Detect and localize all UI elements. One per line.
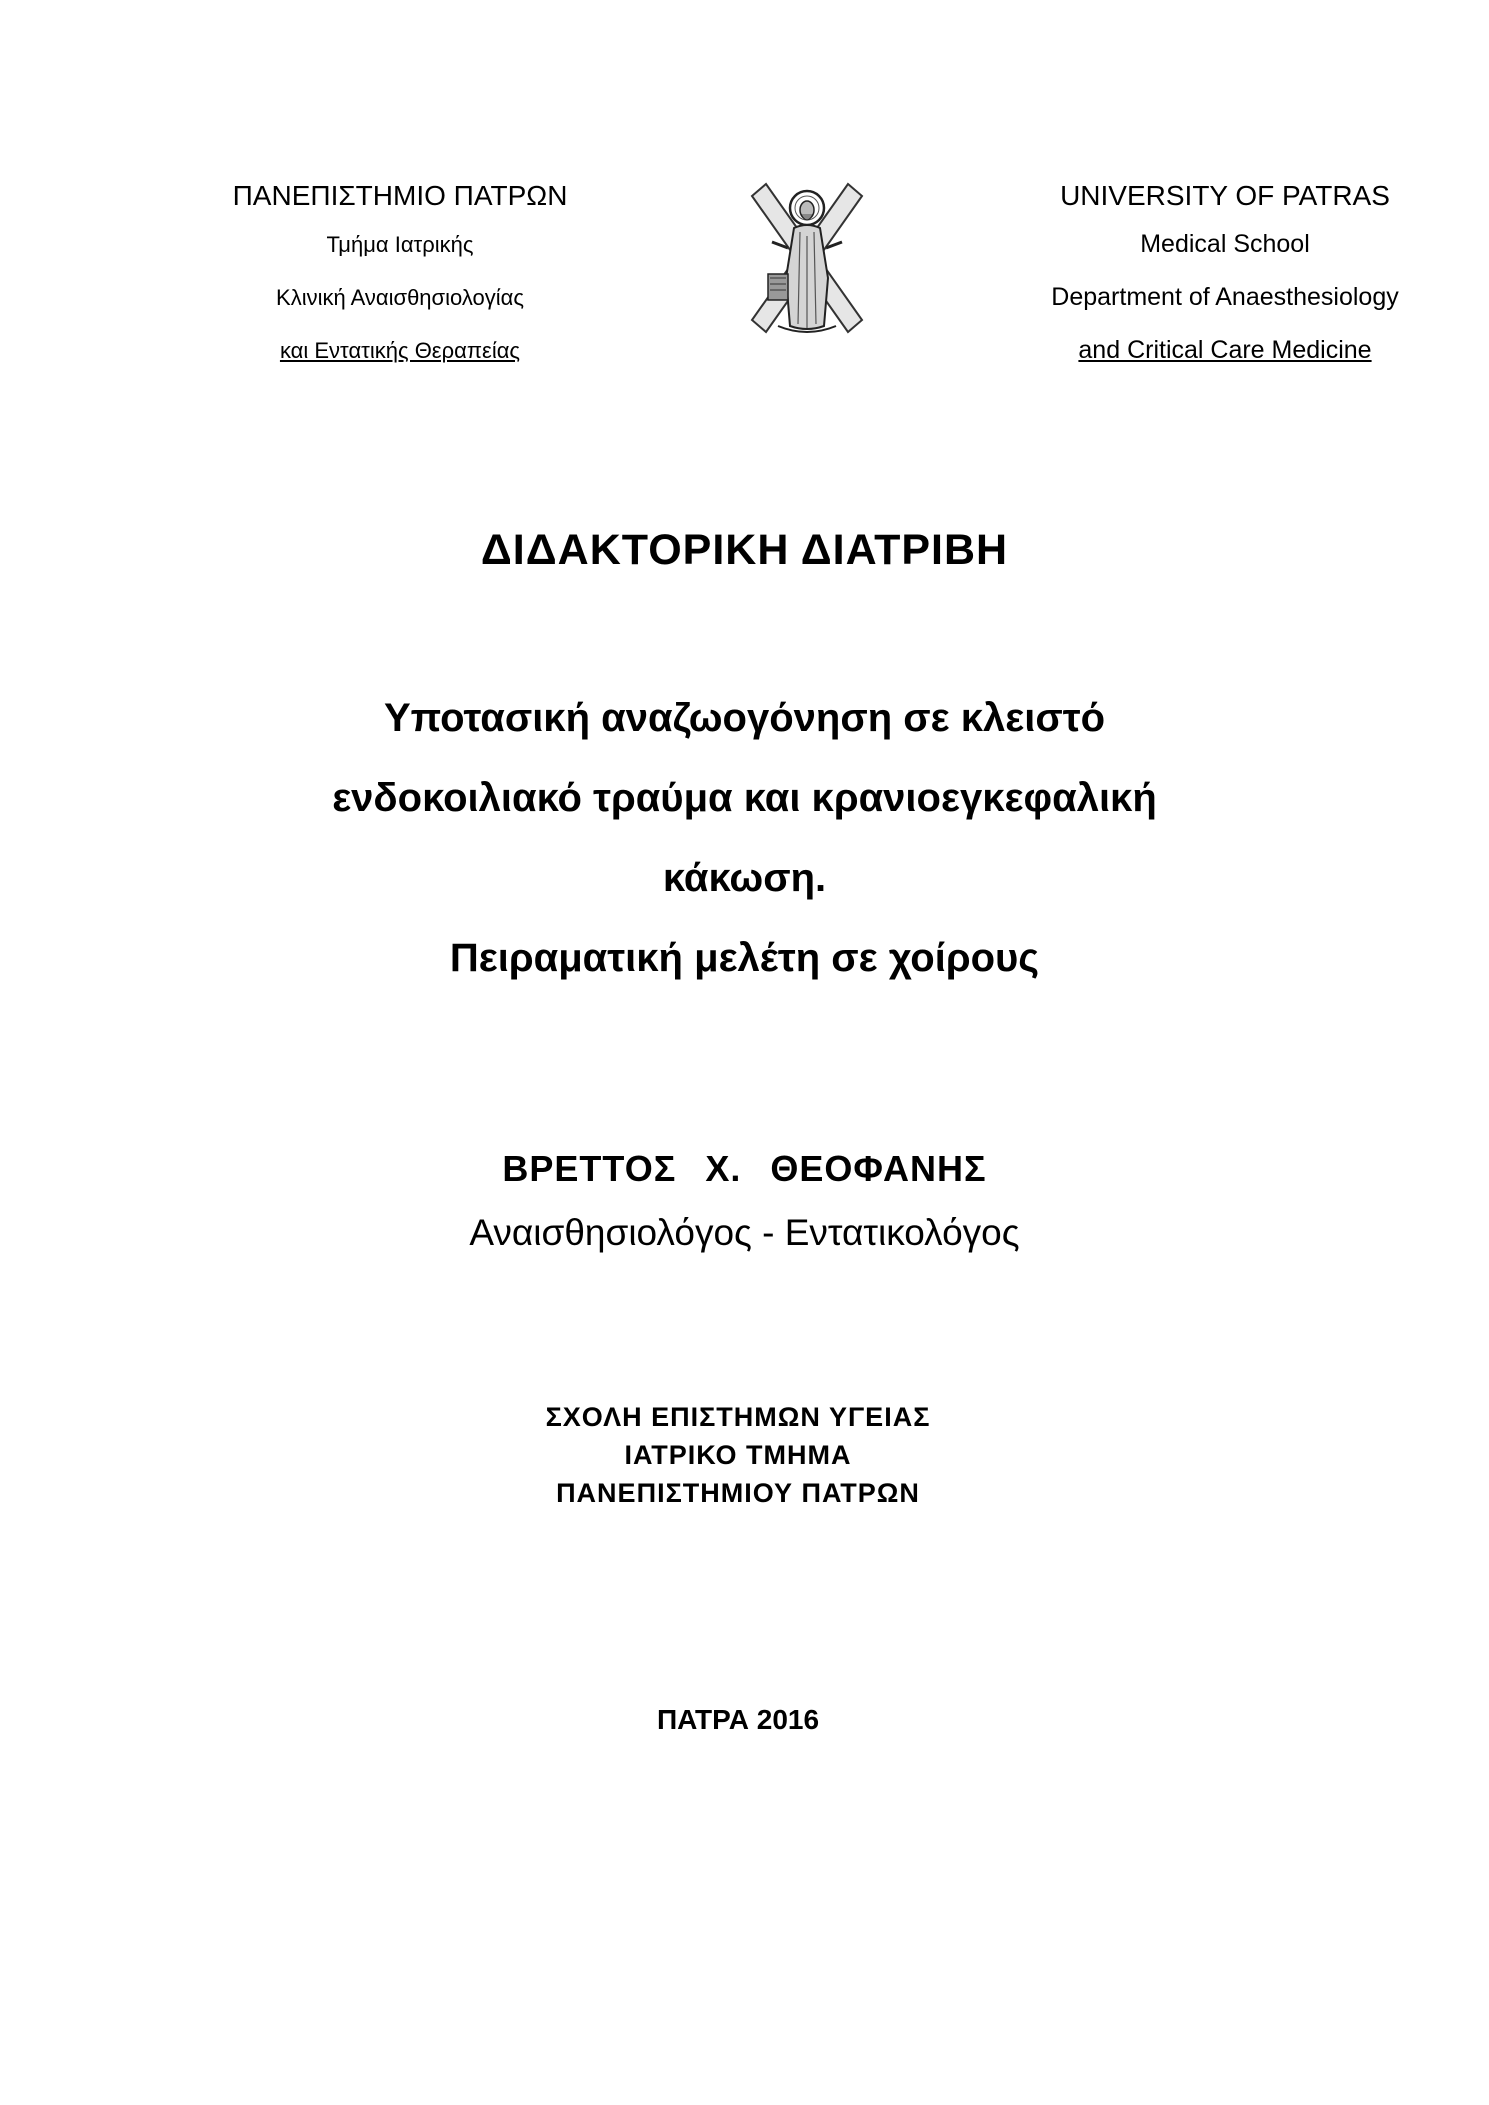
school-name-greek: Τμήμα Ιατρικής	[326, 232, 474, 257]
school-block	[478, 1398, 998, 1512]
university-name-greek: ΠΑΝΕΠΙΣΤΗΜΙΟ ΠΑΤΡΩΝ	[232, 180, 568, 211]
thesis-title-line: κάκωση.	[662, 856, 827, 900]
author-name: ΒΡΕΤΤΟΣ Χ. ΘΕΟΦΑΝΗΣ	[502, 1148, 987, 1189]
school-line: ΠΑΝΕΠΙΣΤΗΜΙΟΥ ΠΑΤΡΩΝ	[556, 1478, 920, 1508]
department-name-english-cont: and Critical Care Medicine	[1078, 336, 1372, 364]
university-name-english: UNIVERSITY OF PATRAS	[1060, 180, 1390, 211]
place-date: ΠΑΤΡΑ 2016	[656, 1704, 820, 1735]
school-line: ΣΧΟΛΗ ΕΠΙΣΤΗΜΩΝ ΥΓΕΙΑΣ	[545, 1402, 931, 1432]
department-name-english: Department of Anaesthesiology	[1051, 283, 1399, 311]
author-specialty: Αναισθησιολόγος - Εντατικολόγος	[469, 1212, 1020, 1253]
header-english	[975, 174, 1475, 377]
thesis-title-line: ενδοκοιλιακό τραύμα και κρανιοεγκεφαλική	[332, 776, 1157, 820]
clinic-name-greek-cont: και Εντατικής Θεραπείας	[279, 338, 521, 363]
university-seal-icon	[748, 178, 866, 338]
thesis-title-line: Υποτασική αναζωογόνηση σε κλειστό	[383, 696, 1105, 740]
school-name-english: Medical School	[1140, 230, 1310, 258]
header-greek	[150, 174, 650, 377]
thesis-title-line: Πειραματική μελέτη σε χοίρους	[449, 936, 1040, 980]
school-line: ΙΑΤΡΙΚΟ ΤΜΗΜΑ	[624, 1440, 852, 1470]
document-type: ΔΙΔΑΚΤΟΡΙΚΗ ΔΙΑΤΡΙΒΗ	[480, 526, 1009, 574]
clinic-name-greek: Κλινική Αναισθησιολογίας	[276, 285, 524, 310]
thesis-title	[0, 678, 1489, 998]
